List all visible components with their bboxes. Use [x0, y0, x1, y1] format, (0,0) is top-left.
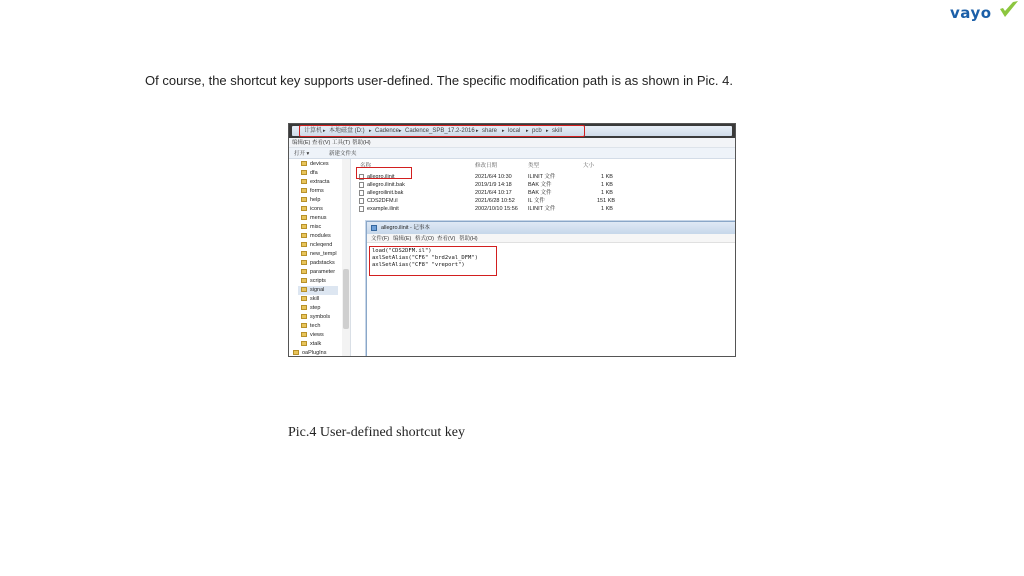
file-type: IL 文件 — [528, 198, 545, 204]
code-line: axlSetAlias("CF6" "brd2val_DFM") — [372, 255, 478, 261]
file-icon — [359, 182, 364, 188]
notepad-icon — [371, 225, 377, 231]
notepad-menu-bar — [367, 234, 736, 243]
notepad-title-bar[interactable] — [367, 222, 736, 234]
crumb-skill[interactable]: skill — [552, 128, 562, 134]
folder-tree — [289, 159, 351, 357]
folder-icon — [301, 224, 307, 229]
nav-item[interactable]: dfa — [301, 169, 318, 178]
open-button[interactable]: 打开 ▾ — [294, 151, 310, 157]
file-size: 1 KB — [601, 182, 613, 188]
nav-item[interactable]: xtalk — [301, 340, 321, 349]
crumb-separator-icon: ▸ — [502, 128, 505, 134]
code-line: load("CDS2DFM.il") — [372, 248, 432, 254]
folder-icon — [301, 179, 307, 184]
explorer-screenshot — [288, 123, 736, 357]
crumb-separator-icon: ▸ — [399, 128, 402, 134]
nav-item[interactable]: symbols — [301, 313, 330, 322]
notepad-menu-edit[interactable]: 编辑(E) — [393, 236, 412, 242]
nav-item[interactable]: padstacks — [301, 259, 335, 268]
file-date: 2021/6/4 10:30 — [475, 174, 512, 180]
column-header-name[interactable]: 名称 — [360, 163, 372, 169]
file-date: 2021/6/4 10:17 — [475, 190, 512, 196]
notepad-window — [366, 221, 736, 357]
folder-icon — [301, 170, 307, 175]
folder-icon — [301, 233, 307, 238]
folder-icon — [301, 242, 307, 247]
notepad-menu-help[interactable]: 帮助(H) — [459, 236, 478, 242]
folder-icon — [301, 197, 307, 202]
code-line: axlSetAlias("CF8" "vreport") — [372, 262, 465, 268]
nav-item[interactable]: signal — [301, 286, 324, 295]
file-date: 2021/6/28 10:52 — [475, 198, 515, 204]
intro-text: Of course, the shortcut key supports user-defined. The specific modification path is as shown in Pic. 4. — [145, 73, 733, 88]
address-highlight-box — [299, 125, 585, 137]
folder-icon — [301, 314, 307, 319]
menu-view[interactable]: 查看(V) — [312, 140, 331, 146]
folder-icon — [301, 260, 307, 265]
crumb-separator-icon: ▸ — [546, 128, 549, 134]
crumb-spb[interactable]: Cadence_SPB_17.2-2016 — [405, 128, 475, 134]
crumb-separator-icon: ▸ — [323, 128, 326, 134]
file-type: ILINIT 文件 — [528, 206, 556, 212]
logo-text: vayo — [950, 4, 992, 22]
explorer-menu-bar — [289, 138, 736, 148]
file-name: allegro.ilinit — [359, 173, 395, 181]
column-header-type[interactable]: 类型 — [528, 163, 540, 169]
file-row[interactable] — [352, 197, 622, 205]
folder-icon — [301, 269, 307, 274]
file-size: 151 KB — [597, 198, 616, 204]
crumb-separator-icon: ▸ — [526, 128, 529, 134]
nav-scrollbar[interactable] — [342, 159, 350, 357]
folder-icon — [301, 278, 307, 283]
folder-icon — [301, 296, 307, 301]
file-icon — [359, 190, 364, 196]
file-date: 2002/10/10 15:56 — [475, 206, 518, 212]
menu-tools[interactable]: 工具(T) — [332, 140, 351, 146]
folder-icon — [301, 206, 307, 211]
nav-item[interactable]: ncleqend — [301, 241, 332, 250]
crumb-local[interactable]: local — [508, 128, 521, 134]
notepad-text-area[interactable] — [367, 243, 736, 357]
column-header-size[interactable]: 大小 — [583, 163, 595, 169]
address-bar — [289, 124, 736, 138]
folder-icon — [293, 350, 299, 355]
folder-icon — [301, 323, 307, 328]
nav-item[interactable]: oaPlugIns — [293, 349, 326, 357]
crumb-pcb[interactable]: pcb — [532, 128, 542, 134]
file-row[interactable] — [352, 189, 622, 197]
nav-item[interactable]: misc — [301, 223, 321, 232]
nav-item[interactable]: forms — [301, 187, 324, 196]
file-row[interactable] — [352, 205, 622, 213]
file-size: 1 KB — [601, 190, 613, 196]
file-type: BAK 文件 — [528, 182, 552, 188]
crumb-computer[interactable]: 计算机 — [304, 128, 323, 134]
crumb-drive[interactable]: 本地磁盘 (D:) — [329, 128, 365, 134]
nav-item[interactable]: icons — [301, 205, 323, 214]
file-highlight-box — [356, 167, 412, 179]
nav-item[interactable]: devices — [301, 160, 329, 169]
folder-icon — [301, 341, 307, 346]
vayo-logo — [948, 0, 1018, 22]
nav-item[interactable]: views — [301, 331, 324, 340]
figure-caption: Pic.4 User-defined shortcut key — [288, 425, 466, 440]
nav-item[interactable]: help — [301, 196, 320, 205]
file-list — [352, 159, 736, 357]
nav-item[interactable]: scripts — [301, 277, 326, 286]
nav-item[interactable]: extracta — [301, 178, 330, 187]
file-name: CDS2DFM.il — [359, 197, 398, 205]
nav-item[interactable]: parameter — [301, 268, 335, 277]
folder-icon — [301, 251, 307, 256]
nav-item[interactable]: step — [301, 304, 320, 313]
folder-icon — [301, 215, 307, 220]
nav-item[interactable]: tech — [301, 322, 320, 331]
folder-icon — [301, 287, 307, 292]
new-folder-button[interactable]: 新建文件夹 — [329, 151, 357, 157]
crumb-separator-icon: ▸ — [369, 128, 372, 134]
file-type: BAK 文件 — [528, 190, 552, 196]
folder-icon — [301, 332, 307, 337]
logo-checkmark-icon — [998, 0, 1020, 20]
notepad-menu-view[interactable]: 查看(V) — [437, 236, 456, 242]
file-size: 1 KB — [601, 174, 613, 180]
nav-item[interactable]: modules — [301, 232, 331, 241]
menu-help[interactable]: 帮助(H) — [352, 140, 371, 146]
file-name: allegro.ilinit.bak — [359, 181, 405, 189]
file-name: example.ilinit — [359, 205, 399, 213]
file-type: ILINIT 文件 — [528, 174, 556, 180]
folder-icon — [301, 188, 307, 193]
menu-edit[interactable]: 编辑(E) — [292, 140, 311, 146]
file-row[interactable] — [352, 181, 622, 189]
crumb-cadence[interactable]: Cadence — [375, 128, 400, 134]
file-icon — [359, 198, 364, 204]
nav-item[interactable]: new_templ — [301, 250, 337, 259]
file-date: 2019/1/9 14:18 — [475, 182, 512, 188]
crumb-share[interactable]: share — [482, 128, 498, 134]
nav-item-skill[interactable]: skill — [301, 295, 319, 304]
nav-item[interactable]: menus — [301, 214, 327, 223]
nav-scrollbar-thumb[interactable] — [343, 269, 349, 329]
notepad-menu-file[interactable]: 文件(F) — [371, 236, 390, 242]
column-header-date[interactable]: 修改日期 — [475, 163, 498, 169]
file-icon — [359, 206, 364, 212]
notepad-title: allegro.ilinit - 记事本 — [381, 225, 430, 231]
notepad-menu-format[interactable]: 格式(O) — [415, 236, 434, 242]
explorer-toolbar — [289, 148, 736, 159]
code-highlight-box — [369, 246, 497, 276]
folder-icon — [301, 161, 307, 166]
file-name: allegroilinit.bak — [359, 189, 403, 197]
file-size: 1 KB — [601, 206, 613, 212]
crumb-separator-icon: ▸ — [476, 128, 479, 134]
folder-icon — [301, 305, 307, 310]
